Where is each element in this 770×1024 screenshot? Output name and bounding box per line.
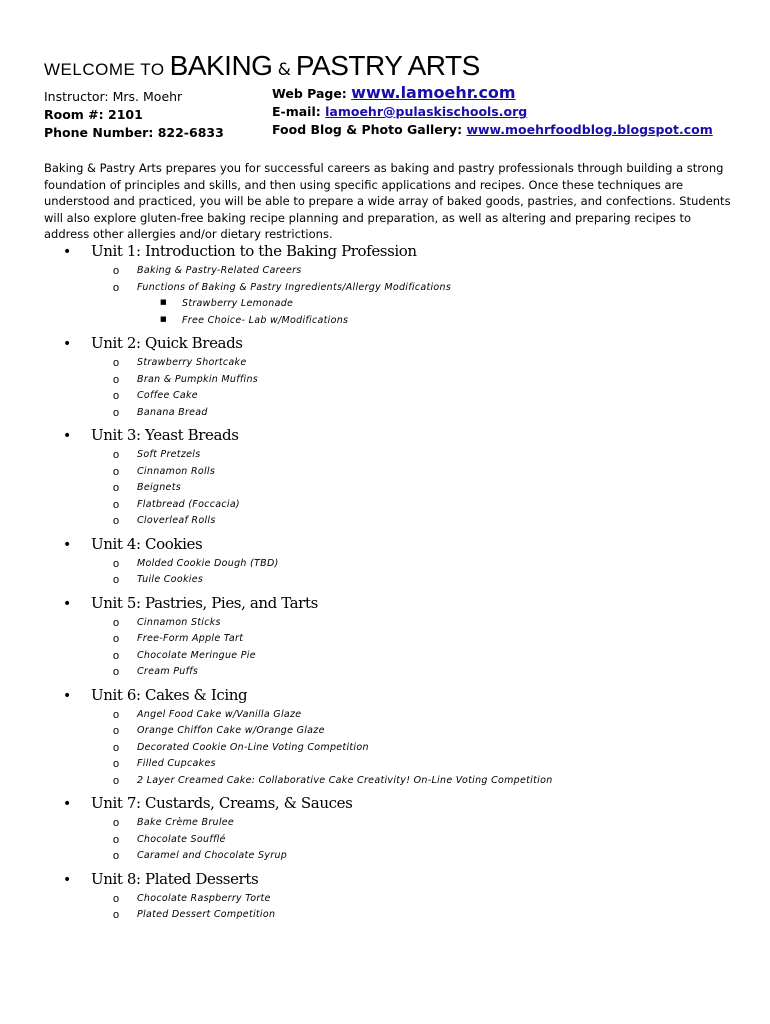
circle-bullet-icon: o (113, 892, 120, 905)
circle-bullet-icon: o (113, 515, 120, 527)
list-item-text: Chocolate Soufflé (137, 833, 226, 845)
unit-heading (0, 535, 770, 557)
circle-bullet-icon: o (113, 390, 120, 402)
list-item-text: Flatbread (Foccacia) (137, 498, 240, 510)
list-item (0, 465, 770, 482)
list-item-text: Cloverleaf Rolls (137, 515, 216, 526)
list-item-text: Chocolate Meringue Pie (137, 649, 256, 661)
list-item-text: Molded Cookie Dough (TBD) (137, 557, 279, 569)
circle-bullet-icon: o (113, 281, 120, 294)
list-item (0, 389, 770, 406)
web-link[interactable]: www.lamoehr.com (351, 83, 516, 102)
list-item-text: 2 Layer Creamed Cake: Collaborative Cake Creativity! On-Line Voting Competition (137, 774, 553, 786)
list-item-text: Bran & Pumpkin Muffins (137, 373, 259, 385)
unit-title: Unit 7: Custards, Creams, & Sauces (91, 794, 353, 812)
list-item (0, 892, 770, 909)
blog-label: Food Blog & Photo Gallery: (272, 122, 463, 137)
list-item (0, 498, 770, 515)
list-item (0, 774, 770, 791)
list-item-text: Chocolate Raspberry Torte (137, 892, 271, 904)
circle-bullet-icon: o (113, 666, 120, 678)
list-item (0, 481, 770, 498)
circle-bullet-icon: o (113, 649, 120, 662)
list-item (0, 724, 770, 741)
instructor-label: Instructor: (44, 89, 109, 104)
list-item-text: Cinnamon Sticks (137, 616, 221, 628)
list-item-text: Free-Form Apple Tart (137, 633, 244, 644)
unit-title: Unit 4: Cookies (91, 534, 203, 553)
circle-bullet-icon: o (113, 817, 120, 829)
list-item-text: Plated Dessert Competition (137, 909, 276, 920)
web-row (272, 84, 713, 103)
bullet-icon: • (63, 244, 72, 260)
bullet-icon: • (63, 336, 72, 352)
circle-bullet-icon: o (113, 758, 120, 770)
web-label: Web Page: (272, 86, 347, 101)
welcome-text: WELCOME TO (44, 60, 165, 79)
instructor-row (44, 88, 224, 106)
list-item-text: Functions of Baking & Pastry Ingredients/Allergy Modifications (137, 281, 452, 293)
circle-bullet-icon: o (113, 725, 120, 737)
circle-bullet-icon: o (113, 557, 120, 570)
circle-bullet-icon: o (113, 909, 120, 921)
list-item-text: Strawberry Shortcake (137, 357, 247, 368)
list-item-text: Orange Chiffon Cake w/Orange Glaze (137, 725, 325, 736)
list-item (0, 373, 770, 390)
blog-link[interactable]: www.moehrfoodblog.blogspot.com (466, 122, 713, 137)
instructor-info (44, 88, 224, 142)
unit-list (0, 242, 770, 929)
list-item-text: Caramel and Chocolate Syrup (137, 850, 288, 861)
circle-bullet-icon: o (113, 265, 120, 277)
circle-bullet-icon: o (113, 465, 120, 478)
email-row (272, 103, 713, 121)
circle-bullet-icon: o (113, 850, 120, 862)
circle-bullet-icon: o (113, 574, 120, 586)
bullet-icon: • (63, 595, 72, 612)
list-item (0, 649, 770, 666)
list-item-text: Beignets (137, 482, 181, 493)
phone-label: Phone Number: (44, 125, 154, 140)
list-item (0, 908, 770, 925)
contact-links (272, 83, 713, 139)
list-item (0, 448, 770, 465)
list-item (0, 833, 770, 850)
phone-number: 822-6833 (157, 125, 224, 140)
list-item-text: Baking & Pastry-Related Careers (137, 265, 302, 276)
sub-list-item (0, 297, 770, 314)
list-item-text: Angel Food Cake w/Vanilla Glaze (137, 708, 302, 720)
list-item (0, 757, 770, 774)
instructor-name: Mrs. Moehr (112, 89, 183, 104)
list-item-text: Decorated Cookie On-Line Voting Competition (137, 741, 369, 753)
list-item (0, 632, 770, 649)
list-item (0, 557, 770, 574)
course-description: Baking & Pastry Arts prepares you for successful careers as baking and pastry professionals through building a strong foundation of principles and skills, and then using specific applications and recipes. Once these techniques are understood and practiced, you will be able to prepare a wide array of baked goods, pastries, and confections. Students will also explore gluten-free baking recipe planning and preparation, as well as altering and preparing recipes to address other allergies and/or dietary restrictions. (44, 161, 731, 241)
email-label: E-mail: (272, 104, 321, 119)
title-pastry-arts: PASTRY ARTS (295, 50, 480, 81)
list-item-text: Tuile Cookies (137, 574, 204, 585)
sub-list-item-text: Strawberry Lemonade (182, 298, 294, 309)
list-item-text: Cream Puffs (137, 666, 199, 677)
square-bullet-icon: ■ (160, 314, 167, 323)
blog-row (272, 121, 713, 139)
list-item (0, 741, 770, 758)
unit-heading (0, 426, 770, 448)
phone-row (44, 124, 224, 142)
unit-title: Unit 2: Quick Breads (91, 334, 243, 352)
sub-list-item (0, 314, 770, 331)
bullet-icon: • (63, 536, 72, 553)
list-item (0, 281, 770, 298)
circle-bullet-icon: o (113, 616, 120, 629)
list-item-text: Soft Pretzels (137, 449, 201, 460)
list-item (0, 573, 770, 590)
circle-bullet-icon: o (113, 373, 120, 386)
list-item (0, 665, 770, 682)
circle-bullet-icon: o (113, 833, 120, 846)
unit-title: Unit 1: Introduction to the Baking Profession (91, 242, 417, 260)
circle-bullet-icon: o (113, 482, 120, 494)
list-item-text: Banana Bread (137, 406, 208, 418)
room-row (44, 106, 224, 124)
circle-bullet-icon: o (113, 406, 120, 419)
list-item (0, 264, 770, 281)
bullet-icon: • (63, 687, 72, 704)
bullet-icon: • (63, 796, 72, 812)
title-ampersand: & (277, 60, 291, 80)
list-item (0, 616, 770, 633)
bullet-icon: • (63, 428, 72, 444)
bullet-icon: • (63, 871, 72, 888)
unit-heading (0, 242, 770, 264)
list-item (0, 708, 770, 725)
list-item (0, 356, 770, 373)
page-title (44, 50, 480, 82)
square-bullet-icon: ■ (160, 298, 167, 306)
room-number: 2101 (108, 107, 143, 122)
circle-bullet-icon: o (113, 449, 120, 461)
unit-title: Unit 6: Cakes & Icing (91, 685, 248, 704)
circle-bullet-icon: o (113, 741, 120, 754)
unit-heading (0, 594, 770, 616)
room-label: Room #: (44, 107, 104, 122)
list-item (0, 816, 770, 833)
sub-list-item-text: Free Choice- Lab w/Modifications (182, 314, 349, 326)
list-item-text: Coffee Cake (137, 390, 198, 401)
list-item-text: Cinnamon Rolls (137, 465, 216, 477)
list-item (0, 514, 770, 531)
circle-bullet-icon: o (113, 498, 120, 511)
circle-bullet-icon: o (113, 708, 120, 721)
unit-heading (0, 794, 770, 816)
unit-title: Unit 5: Pastries, Pies, and Tarts (91, 593, 318, 612)
unit-heading (0, 686, 770, 708)
circle-bullet-icon: o (113, 357, 120, 369)
unit-title: Unit 8: Plated Desserts (91, 869, 259, 888)
list-item (0, 406, 770, 423)
title-baking: BAKING (169, 50, 273, 81)
list-item (0, 849, 770, 866)
email-link[interactable]: lamoehr@pulaskischools.org (325, 104, 528, 119)
unit-title: Unit 3: Yeast Breads (91, 426, 239, 444)
circle-bullet-icon: o (113, 633, 120, 645)
circle-bullet-icon: o (113, 774, 120, 787)
unit-heading (0, 334, 770, 356)
unit-heading (0, 870, 770, 892)
list-item-text: Filled Cupcakes (137, 758, 216, 769)
list-item-text: Bake Crème Brulee (137, 817, 235, 828)
